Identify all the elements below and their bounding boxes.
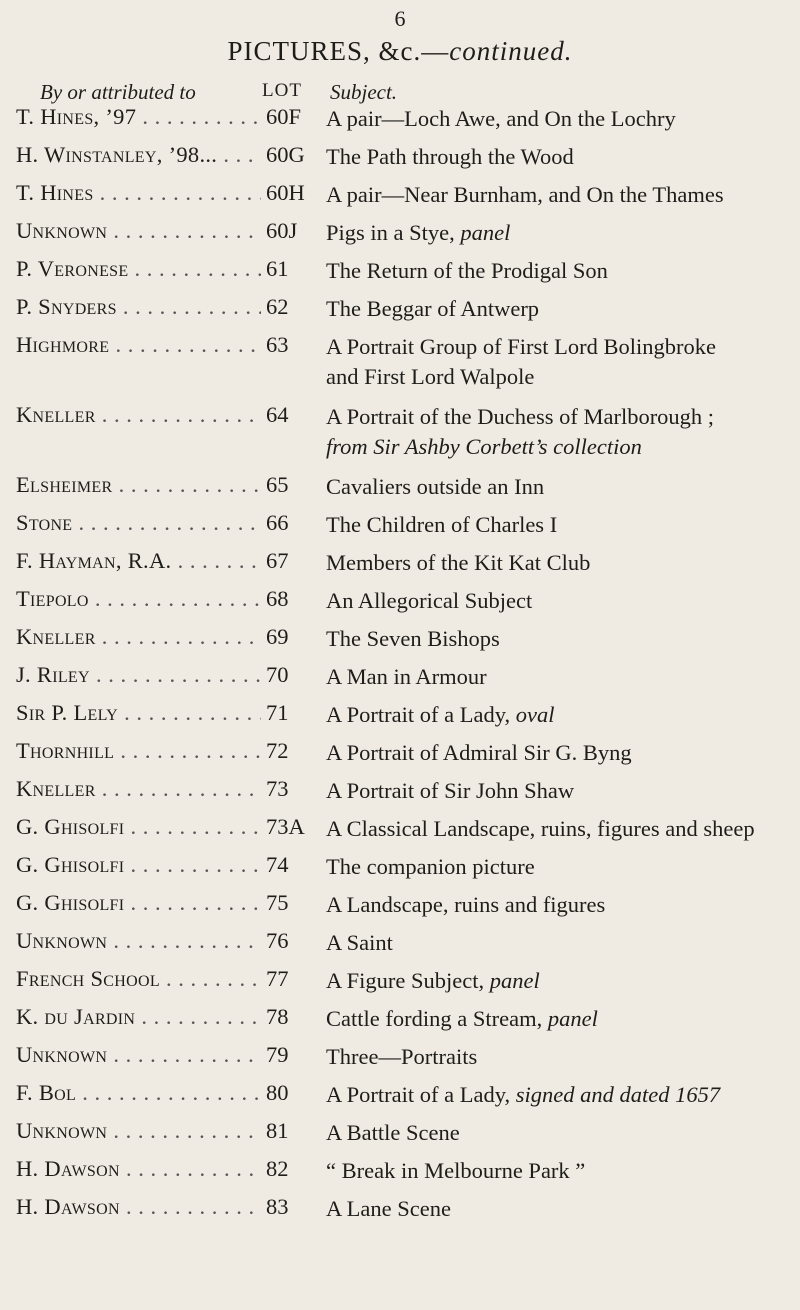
artist-name: F. Bol . . .	[16, 1080, 261, 1106]
catalogue-row	[0, 622, 800, 660]
catalogue-row	[0, 470, 800, 508]
artist-name: Unknown . . .	[16, 1042, 261, 1068]
artist-name: G. Ghisolfi . . .	[16, 852, 261, 878]
catalogue-list	[0, 102, 800, 1230]
lot-number: 63	[262, 332, 326, 358]
artist-name: Tiepolo . . .	[16, 586, 261, 612]
catalogue-row	[0, 660, 800, 698]
subject-qualifier: panel	[542, 1006, 598, 1031]
subject-text: Three—Portraits	[326, 1044, 478, 1069]
artist-name: K. du Jardin . . .	[16, 1004, 261, 1030]
subject-text: Members of the Kit Kat Club	[326, 550, 591, 575]
catalogue-row	[0, 774, 800, 812]
artist-name: F. Hayman, R.A. . . .	[16, 548, 261, 574]
subject-cell	[326, 1080, 796, 1110]
lot-number: 66	[262, 510, 326, 536]
catalogue-row	[0, 1002, 800, 1040]
lot-number: 81	[262, 1118, 326, 1144]
lot-number: 67	[262, 548, 326, 574]
catalogue-row	[0, 102, 800, 140]
subject-text: A Saint	[326, 930, 393, 955]
artist-name: Kneller . . .	[16, 624, 261, 650]
lot-number: 65	[262, 472, 326, 498]
catalogue-row	[0, 330, 800, 400]
subject-text: An Allegorical Subject	[326, 588, 533, 613]
lot-number: 73A	[262, 814, 326, 840]
catalogue-row	[0, 400, 800, 470]
lot-number: 73	[262, 776, 326, 802]
subject-qualifier: signed and dated 1657	[510, 1082, 721, 1107]
subject-text: A Battle Scene	[326, 1120, 460, 1145]
subject-cell	[326, 738, 796, 768]
lot-number: 77	[262, 966, 326, 992]
subject-cell	[326, 332, 796, 392]
artist-name: P. Veronese . . .	[16, 256, 261, 282]
lot-number: 61	[262, 256, 326, 282]
lot-number: 60H	[262, 180, 326, 206]
page-number: 6	[394, 6, 406, 31]
subject-cell	[326, 510, 796, 540]
subject-text: A Portrait of the Duchess of Marlborough ;	[326, 404, 715, 429]
subject-cell	[326, 1042, 796, 1072]
catalogue-row	[0, 964, 800, 1002]
title-continued: continued.	[449, 36, 573, 66]
subject-cell	[326, 294, 796, 324]
catalogue-row	[0, 1078, 800, 1116]
artist-name: Stone . . .	[16, 510, 261, 536]
header-lot: LOT	[262, 80, 302, 101]
subject-cell	[326, 928, 796, 958]
subject-cell	[326, 402, 796, 462]
lot-number: 60G	[262, 142, 326, 168]
subject-cell	[326, 966, 796, 996]
artist-name: H. Dawson . . .	[16, 1156, 261, 1182]
subject-note: and First Lord Walpole	[326, 364, 535, 389]
subject-cell	[326, 852, 796, 882]
artist-name: French School . . .	[16, 966, 261, 992]
subject-text: Cavaliers outside an Inn	[326, 474, 545, 499]
lot-number: 64	[262, 402, 326, 428]
lot-number: 76	[262, 928, 326, 954]
catalogue-row	[0, 926, 800, 964]
subject-qualifier: panel	[484, 968, 540, 993]
catalogue-row	[0, 292, 800, 330]
header-artist: By or attributed to	[40, 80, 196, 104]
lot-number: 62	[262, 294, 326, 320]
artist-name: Unknown . . .	[16, 1118, 261, 1144]
subject-text: The Seven Bishops	[326, 626, 500, 651]
subject-cell	[326, 104, 796, 134]
subject-cell	[326, 142, 796, 172]
subject-text: The Beggar of Antwerp	[326, 296, 540, 321]
lot-number: 72	[262, 738, 326, 764]
catalogue-row	[0, 1040, 800, 1078]
artist-name: T. Hines, ’97 . . .	[16, 104, 261, 130]
lot-number: 75	[262, 890, 326, 916]
subject-text: A Landscape, ruins and figures	[326, 892, 606, 917]
lot-number: 60F	[262, 104, 326, 130]
subject-cell	[326, 700, 796, 730]
catalogue-row	[0, 546, 800, 584]
artist-name: Thornhill . . .	[16, 738, 261, 764]
subject-cell	[326, 662, 796, 692]
catalogue-row	[0, 1116, 800, 1154]
subject-cell	[326, 472, 796, 502]
subject-note: from Sir Ashby Corbett’s collection	[326, 434, 642, 459]
catalogue-row	[0, 1192, 800, 1230]
subject-cell	[326, 256, 796, 286]
subject-text: “ Break in Melbourne Park ”	[326, 1158, 586, 1183]
subject-text: The Path through the Wood	[326, 144, 574, 169]
catalogue-row	[0, 140, 800, 178]
lot-number: 70	[262, 662, 326, 688]
lot-number: 60J	[262, 218, 326, 244]
subject-text: A Portrait of Sir John Shaw	[326, 778, 575, 803]
subject-text: A Portrait of Admiral Sir G. Byng	[326, 740, 632, 765]
subject-cell	[326, 890, 796, 920]
subject-text: The companion picture	[326, 854, 535, 879]
subject-cell	[326, 776, 796, 806]
lot-number: 78	[262, 1004, 326, 1030]
subject-text: A Lane Scene	[326, 1196, 451, 1221]
artist-name: P. Snyders . . .	[16, 294, 261, 320]
lot-number: 74	[262, 852, 326, 878]
page-title	[0, 36, 800, 67]
artist-name: H. Winstanley, ’98... . . .	[16, 142, 261, 168]
subject-text: A Figure Subject,	[326, 968, 485, 993]
lot-number: 83	[262, 1194, 326, 1220]
subject-text: A Portrait Group of First Lord Bolingbroke	[326, 334, 716, 359]
subject-cell	[326, 218, 796, 248]
catalogue-row	[0, 178, 800, 216]
subject-cell	[326, 1004, 796, 1034]
artist-name: T. Hines . . .	[16, 180, 261, 206]
lot-number: 82	[262, 1156, 326, 1182]
artist-name: G. Ghisolfi . . .	[16, 890, 261, 916]
catalogue-row	[0, 850, 800, 888]
catalogue-row	[0, 584, 800, 622]
title-main: PICTURES, &c.—	[227, 36, 450, 66]
header-subject: Subject.	[330, 80, 398, 104]
artist-name: Kneller . . .	[16, 776, 261, 802]
catalogue-row	[0, 1154, 800, 1192]
subject-text: A pair—Loch Awe, and On the Lochry	[326, 106, 676, 131]
catalogue-row	[0, 736, 800, 774]
subject-text: A Classical Landscape, ruins, figures and sheep	[326, 816, 755, 841]
subject-qualifier: oval	[510, 702, 555, 727]
lot-number: 69	[262, 624, 326, 650]
subject-cell	[326, 1194, 796, 1224]
catalogue-row	[0, 254, 800, 292]
subject-qualifier: panel	[454, 220, 511, 245]
catalogue-row	[0, 216, 800, 254]
subject-cell	[326, 1156, 796, 1186]
artist-name: Sir P. Lely . . .	[16, 700, 261, 726]
subject-cell	[326, 586, 796, 616]
artist-name: H. Dawson . . .	[16, 1194, 261, 1220]
artist-name: Kneller . . .	[16, 402, 261, 428]
catalogue-row	[0, 508, 800, 546]
subject-text: A Portrait of a Lady,	[326, 702, 511, 727]
subject-text: The Children of Charles I	[326, 512, 558, 537]
subject-text: Cattle fording a Stream,	[326, 1006, 543, 1031]
artist-name: Highmore . . .	[16, 332, 261, 358]
subject-text: A pair—Near Burnham, and On the Thames	[326, 182, 724, 207]
artist-name: Unknown . . .	[16, 218, 261, 244]
artist-name: G. Ghisolfi . . .	[16, 814, 261, 840]
lot-number: 71	[262, 700, 326, 726]
subject-cell	[326, 180, 796, 210]
subject-text: A Man in Armour	[326, 664, 487, 689]
lot-number: 79	[262, 1042, 326, 1068]
catalogue-row	[0, 812, 800, 850]
artist-name: Elsheimer . . .	[16, 472, 261, 498]
subject-cell	[326, 1118, 796, 1148]
lot-number: 68	[262, 586, 326, 612]
lot-number: 80	[262, 1080, 326, 1106]
catalogue-row	[0, 698, 800, 736]
artist-name: Unknown . . .	[16, 928, 261, 954]
subject-text: Pigs in a Stye,	[326, 220, 455, 245]
subject-cell	[326, 624, 796, 654]
artist-name: J. Riley . . .	[16, 662, 261, 688]
subject-cell	[326, 814, 796, 844]
catalogue-row	[0, 888, 800, 926]
subject-text: A Portrait of a Lady,	[326, 1082, 511, 1107]
subject-text: The Return of the Prodigal Son	[326, 258, 608, 283]
subject-cell	[326, 548, 796, 578]
